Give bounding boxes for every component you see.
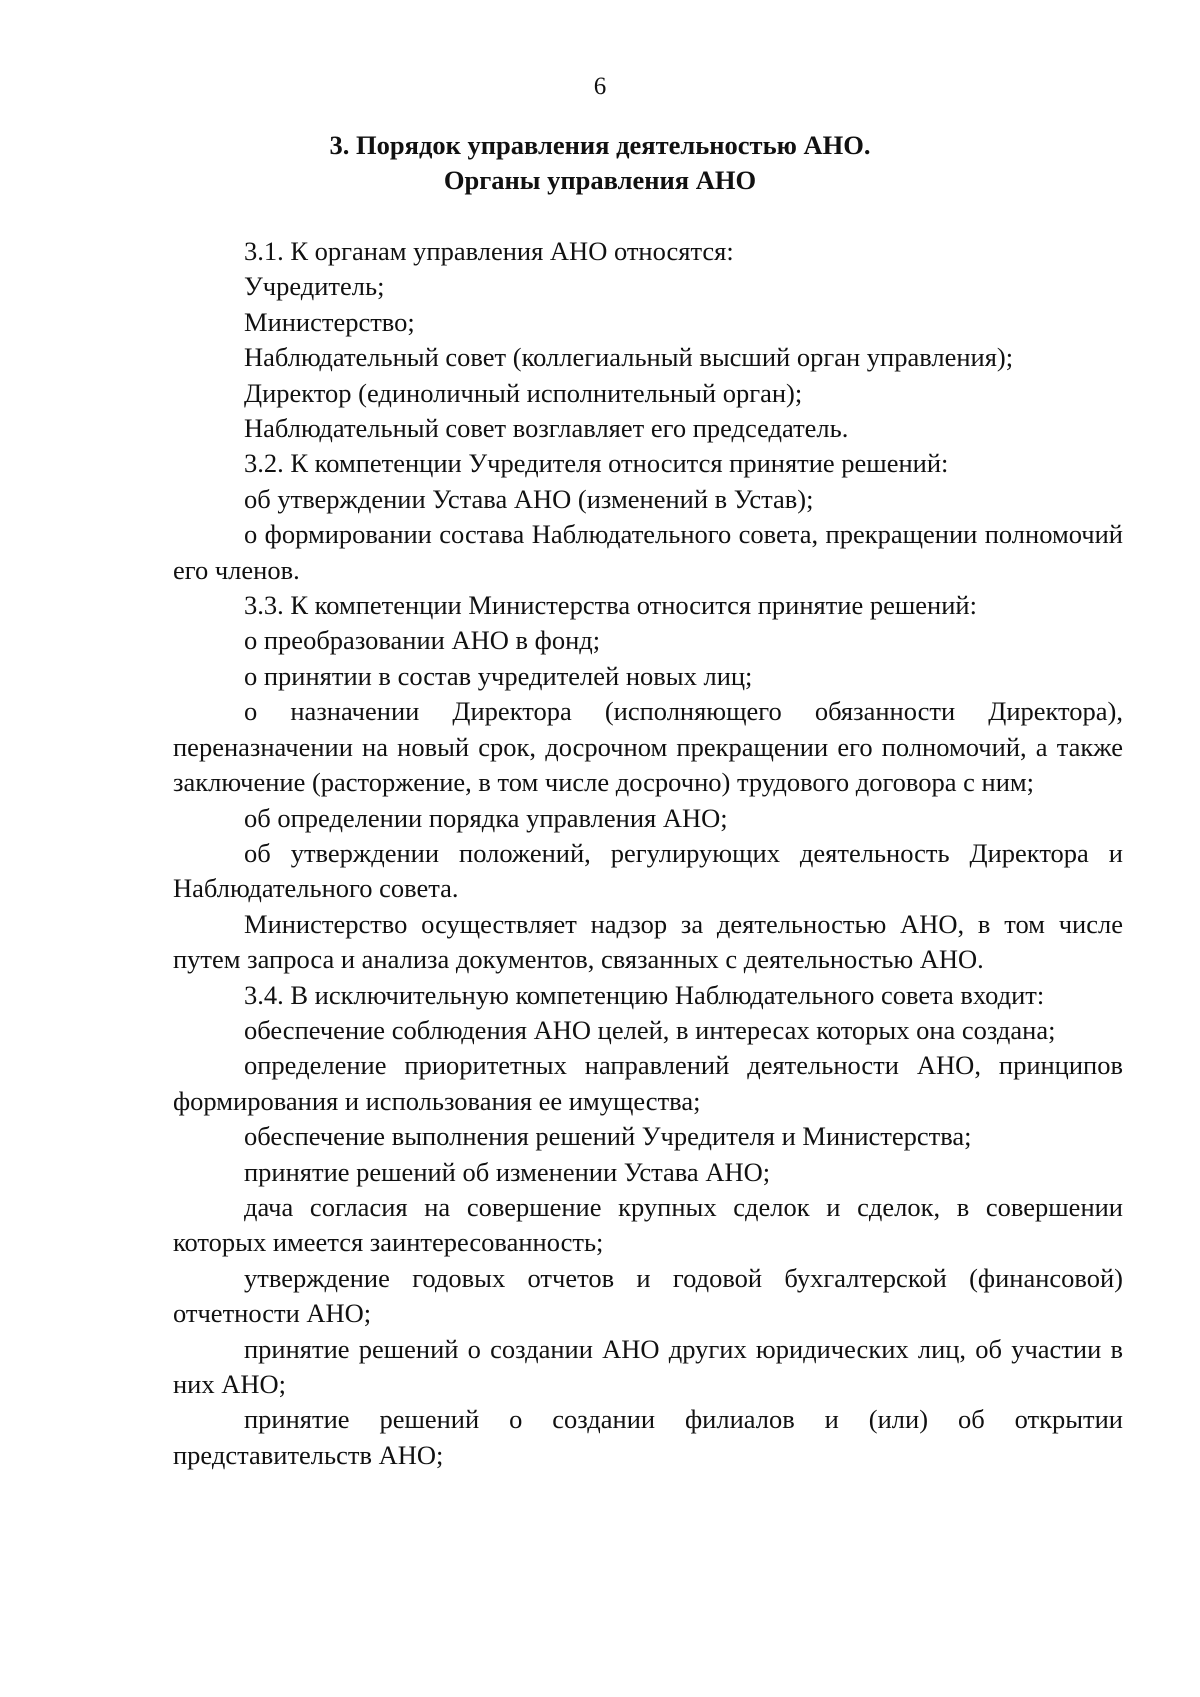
paragraph: 3.2. К компетенции Учредителя относится принятие решений: bbox=[244, 448, 949, 479]
paragraph: дача согласия на совершение крупных сделок и сделок, в совершении которых имеется заинтересованность; bbox=[173, 1191, 1123, 1258]
paragraph: об утверждении Устава АНО (изменений в Устав); bbox=[244, 483, 814, 514]
paragraph: об определении порядка управления АНО; bbox=[244, 802, 728, 833]
section-heading bbox=[0, 128, 1200, 198]
paragraph: о назначении Директора (исполняющего обязанности Директора), переназначении на новый срок, досрочном прекращении его полномочий, а также заключение (расторжение, в том числе досрочно) трудового договора с ним; bbox=[173, 696, 1123, 798]
paragraph: 3.4. В исключительную компетенцию Наблюдательного совета входит: bbox=[244, 979, 1045, 1010]
paragraph: 3.3. К компетенции Министерства относится принятие решений: bbox=[244, 590, 977, 621]
document-body bbox=[173, 234, 1123, 1473]
paragraph: обеспечение соблюдения АНО целей, в интересах которых она создана; bbox=[244, 1014, 1056, 1045]
paragraph: Учредитель; bbox=[244, 271, 385, 302]
paragraph: определение приоритетных направлений деятельности АНО, принципов формирования и использования ее имущества; bbox=[173, 1050, 1123, 1116]
paragraph: Директор (единоличный исполнительный орган); bbox=[244, 377, 803, 408]
paragraph: 3.1. К органам управления АНО относятся: bbox=[244, 236, 734, 266]
paragraph: утверждение годовых отчетов и годовой бухгалтерской (финансовой) отчетности АНО; bbox=[173, 1262, 1123, 1329]
paragraph: о преобразовании АНО в фонд; bbox=[244, 625, 601, 656]
section-heading-line-1: 3. Порядок управления деятельностью АНО. bbox=[329, 130, 871, 160]
paragraph: об утверждении положений, регулирующих деятельность Директора и Наблюдательного совета. bbox=[173, 837, 1123, 904]
paragraph: обеспечение выполнения решений Учредителя и Министерства; bbox=[244, 1121, 972, 1152]
paragraph: принятие решений о создании филиалов и (или) об открытии представительств АНО; bbox=[173, 1404, 1123, 1470]
paragraph: о принятии в состав учредителей новых лиц; bbox=[244, 660, 753, 691]
paragraph: Наблюдательный совет (коллегиальный высший орган управления); bbox=[244, 342, 1014, 373]
paragraph: Министерство; bbox=[244, 306, 415, 337]
paragraph: принятие решений о создании АНО других юридических лиц, об участии в них АНО; bbox=[173, 1333, 1123, 1399]
paragraph: принятие решений об изменении Устава АНО; bbox=[244, 1156, 771, 1187]
paragraph: Министерство осуществляет надзор за деятельностью АНО, в том числе путем запроса и анализа документов, связанных с деятельностью АНО. bbox=[173, 908, 1123, 975]
paragraph: о формировании состава Наблюдательного совета, прекращении полномочий его членов. bbox=[173, 519, 1123, 585]
page-number: 6 bbox=[593, 73, 607, 100]
paragraph: Наблюдательный совет возглавляет его председатель. bbox=[244, 413, 849, 444]
section-heading-line-2: Органы управления АНО bbox=[443, 165, 757, 195]
